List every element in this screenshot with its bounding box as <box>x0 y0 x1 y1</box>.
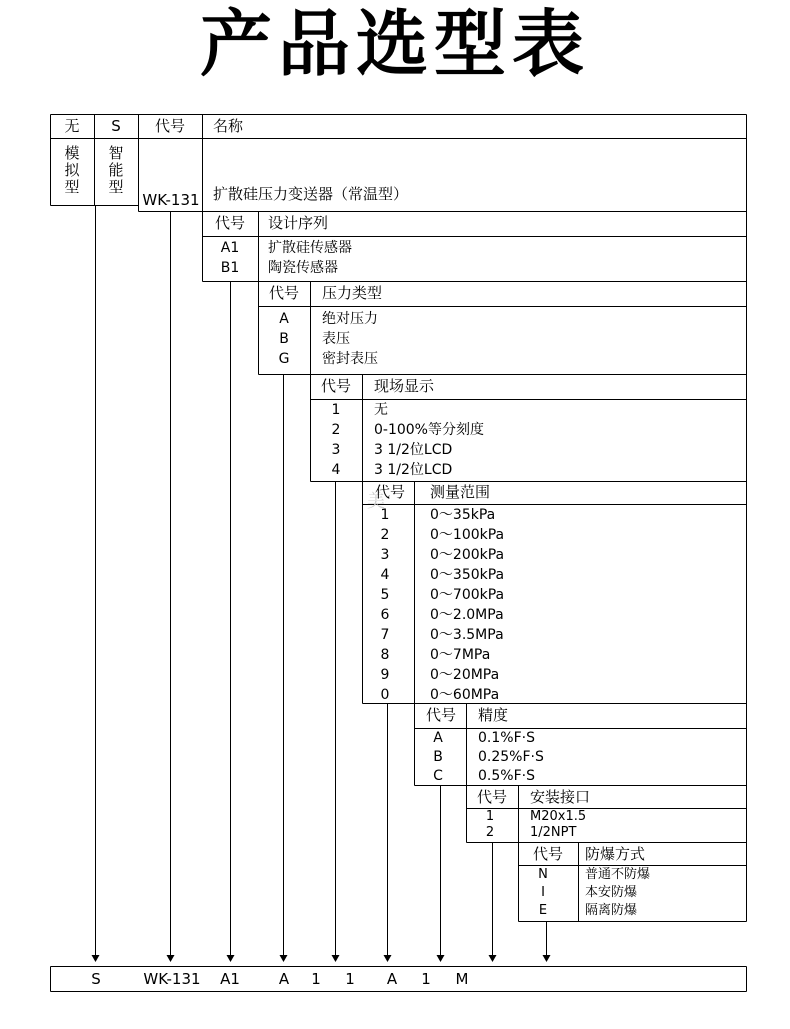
header-name: 名称 <box>213 117 244 135</box>
watermark: 美 <box>367 491 385 512</box>
product-name: 扩散硅压力变送器（常温型） <box>213 185 409 203</box>
group7-title: 防爆方式 <box>585 845 646 863</box>
group7-item-desc: 隔离防爆 <box>585 903 638 918</box>
group2-item-desc: 表压 <box>322 331 350 347</box>
group4-item-desc: 0～60MPa <box>430 687 500 703</box>
group4-item-code: 6 <box>380 607 390 623</box>
group4-item-code: 2 <box>380 527 390 543</box>
group4-item-desc: 0～35kPa <box>430 507 496 523</box>
example-code: M <box>455 970 469 988</box>
group4-item-desc: 0～700kPa <box>430 587 505 603</box>
group3-item-desc: 3 1/2位LCD <box>374 462 453 478</box>
group5-title: 精度 <box>478 706 509 724</box>
group2-item-code: A <box>279 311 289 327</box>
group1-item-desc: 陶瓷传感器 <box>268 260 338 276</box>
group1-code-label: 代号 <box>214 214 246 232</box>
group3-item-code: 3 <box>331 442 341 458</box>
example-code: 1 <box>421 970 431 988</box>
header-s: S <box>111 117 121 135</box>
group5-item-desc: 0.1%F·S <box>478 730 535 746</box>
example-code: 1 <box>345 970 355 988</box>
group4-item-desc: 0～7MPa <box>430 647 491 663</box>
group4-item-code: 0 <box>380 687 390 703</box>
header-none: 无 <box>64 117 80 135</box>
group6-item-desc: 1/2NPT <box>530 825 577 840</box>
group1-item-desc: 扩散硅传感器 <box>268 240 352 256</box>
group4-item-code: 1 <box>380 507 390 523</box>
group4-item-desc: 0～20MPa <box>430 667 500 683</box>
group1-title: 设计序列 <box>268 214 329 232</box>
group4-item-desc: 0～100kPa <box>430 527 505 543</box>
group4-item-code: 5 <box>380 587 390 603</box>
group4-item-desc: 0～200kPa <box>430 547 505 563</box>
group4-item-desc: 0～2.0MPa <box>430 607 504 623</box>
group4-item-code: 7 <box>380 627 390 643</box>
group5-item-code: B <box>433 749 443 765</box>
model-code: WK-131 <box>142 191 200 209</box>
mode-smart: 智能型 <box>108 144 124 196</box>
group7-item-code: N <box>538 867 548 882</box>
group4-item-desc: 0～3.5MPa <box>430 627 504 643</box>
group3-item-desc: 0-100%等分刻度 <box>374 422 484 438</box>
group5-item-desc: 0.5%F·S <box>478 768 535 784</box>
example-code: A1 <box>220 970 240 988</box>
group6-item-desc: M20x1.5 <box>530 809 587 824</box>
example-code: A <box>278 970 290 988</box>
group6-item-code: 1 <box>485 809 495 824</box>
group2-item-code: B <box>279 331 289 347</box>
group3-item-desc: 3 1/2位LCD <box>374 442 453 458</box>
group7-item-desc: 普通不防爆 <box>585 867 651 882</box>
header-code: 代号 <box>154 117 186 135</box>
group1-item-code: A1 <box>220 240 240 256</box>
page-title: 产品选型表 <box>199 2 591 86</box>
group2-item-code: G <box>278 351 290 367</box>
group5-item-code: C <box>433 768 443 784</box>
group7-item-code: I <box>541 885 545 900</box>
group2-item-desc: 绝对压力 <box>322 311 378 327</box>
group3-item-code: 4 <box>331 462 341 478</box>
example-code: A <box>386 970 398 988</box>
group2-code-label: 代号 <box>268 284 300 302</box>
group7-item-code: E <box>538 903 548 918</box>
group4-item-code: 4 <box>380 567 390 583</box>
group3-code-label: 代号 <box>320 377 352 395</box>
group6-item-code: 2 <box>485 825 495 840</box>
group5-code-label: 代号 <box>425 706 457 724</box>
group7-item-desc: 本安防爆 <box>585 885 638 900</box>
group4-item-desc: 0～350kPa <box>430 567 505 583</box>
group4-item-code: 8 <box>380 647 390 663</box>
group4-code-label: 代号 <box>374 483 406 501</box>
group7-code-label: 代号 <box>532 845 564 863</box>
group6-title: 安装接口 <box>530 788 591 806</box>
group2-title: 压力类型 <box>322 284 383 302</box>
group5-item-desc: 0.25%F·S <box>478 749 544 765</box>
group4-title: 测量范围 <box>430 483 491 501</box>
group6-code-label: 代号 <box>476 788 508 806</box>
group3-item-desc: 无 <box>374 402 388 418</box>
mode-analog: 模拟型 <box>64 144 80 196</box>
group4-item-code: 9 <box>380 667 390 683</box>
example-code: WK-131 <box>143 970 201 988</box>
group3-item-code: 2 <box>331 422 341 438</box>
group5-item-code: A <box>433 730 443 746</box>
group1-item-code: B1 <box>220 260 240 276</box>
group3-item-code: 1 <box>331 402 341 418</box>
example-code: S <box>91 970 101 988</box>
group2-item-desc: 密封表压 <box>322 351 378 367</box>
example-code: 1 <box>311 970 321 988</box>
group4-item-code: 3 <box>380 547 390 563</box>
group3-title: 现场显示 <box>374 377 435 395</box>
